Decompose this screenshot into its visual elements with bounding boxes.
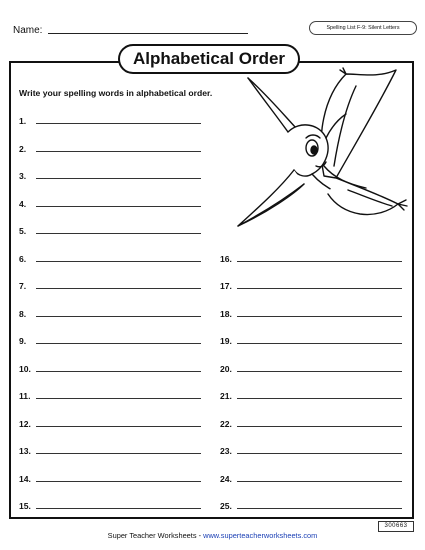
answer-number: 7. — [19, 281, 27, 291]
answer-row — [220, 360, 405, 374]
answer-line[interactable] — [36, 508, 201, 509]
answer-row — [220, 387, 405, 401]
answer-line[interactable] — [36, 316, 201, 317]
instructions-text: Write your spelling words in alphabetical order. — [19, 88, 213, 98]
name-label: Name: — [13, 25, 43, 36]
answer-line[interactable] — [237, 371, 402, 372]
answer-row — [19, 470, 204, 484]
answer-number: 19. — [220, 336, 232, 346]
pterodactyl-icon — [228, 66, 410, 236]
answer-number: 13. — [19, 446, 31, 456]
answer-line[interactable] — [237, 481, 402, 482]
answer-line[interactable] — [36, 151, 201, 152]
answer-row — [19, 140, 204, 154]
answer-line[interactable] — [36, 453, 201, 454]
answer-line[interactable] — [237, 426, 402, 427]
answer-line[interactable] — [237, 453, 402, 454]
answer-number: 12. — [19, 418, 31, 429]
answer-row — [19, 415, 204, 429]
answer-number: 1. — [19, 116, 27, 126]
answer-number: 6. — [19, 253, 27, 264]
worksheet-title: Alphabetical Order — [118, 44, 300, 74]
footer-site-link[interactable]: www.superteacherworksheets.com — [203, 531, 318, 540]
answer-row — [19, 332, 204, 346]
answer-row — [19, 112, 204, 126]
answer-row — [19, 277, 204, 291]
answer-row — [19, 442, 204, 456]
answer-line[interactable] — [36, 233, 201, 234]
answer-row — [19, 195, 204, 209]
answer-number: 10. — [19, 363, 31, 374]
answer-row — [19, 222, 204, 236]
answer-line[interactable] — [36, 481, 201, 482]
answer-number: 25. — [220, 501, 232, 511]
answer-line[interactable] — [36, 288, 201, 289]
answer-number: 20. — [220, 363, 232, 374]
answer-line[interactable] — [237, 398, 402, 399]
name-field-line[interactable] — [48, 33, 248, 34]
answer-line[interactable] — [237, 508, 402, 509]
answer-number: 21. — [220, 391, 232, 401]
answer-row — [220, 497, 405, 511]
answer-line[interactable] — [36, 206, 201, 207]
answer-line[interactable] — [36, 398, 201, 399]
answer-number: 11. — [19, 391, 31, 401]
footer-separator: - — [196, 531, 204, 540]
answer-number: 24. — [220, 473, 232, 484]
answer-row — [220, 332, 405, 346]
answer-line[interactable] — [36, 123, 201, 124]
answer-number: 15. — [19, 501, 31, 511]
answer-row — [19, 497, 204, 511]
answer-number: 9. — [19, 336, 27, 346]
answer-line[interactable] — [36, 343, 201, 344]
answer-number: 4. — [19, 198, 27, 209]
answer-number: 17. — [220, 281, 232, 291]
answer-number: 16. — [220, 253, 232, 264]
answer-number: 18. — [220, 308, 232, 319]
answer-row — [220, 305, 405, 319]
answer-row — [19, 250, 204, 264]
answer-line[interactable] — [237, 316, 402, 317]
answer-line[interactable] — [237, 288, 402, 289]
answer-line[interactable] — [36, 426, 201, 427]
answer-row — [19, 167, 204, 181]
footer — [0, 531, 425, 540]
worksheet-code: 300663 — [378, 521, 414, 532]
answer-number: 5. — [19, 226, 27, 236]
answer-line[interactable] — [36, 178, 201, 179]
answer-line[interactable] — [237, 343, 402, 344]
answer-row — [220, 415, 405, 429]
answer-number: 23. — [220, 446, 232, 456]
answer-line[interactable] — [237, 261, 402, 262]
answer-row — [220, 277, 405, 291]
spelling-list-badge: Spelling List F-9: Silent Letters — [309, 21, 417, 35]
answer-row — [220, 442, 405, 456]
answer-row — [19, 387, 204, 401]
answer-number: 3. — [19, 171, 27, 181]
answer-line[interactable] — [36, 371, 201, 372]
answer-number: 8. — [19, 308, 27, 319]
answer-row — [220, 470, 405, 484]
answer-number: 2. — [19, 143, 27, 154]
answer-row — [19, 305, 204, 319]
answer-row — [220, 250, 405, 264]
answer-row — [19, 360, 204, 374]
answer-number: 14. — [19, 473, 31, 484]
answer-line[interactable] — [36, 261, 201, 262]
answer-number: 22. — [220, 418, 232, 429]
footer-brand: Super Teacher Worksheets — [107, 531, 197, 540]
